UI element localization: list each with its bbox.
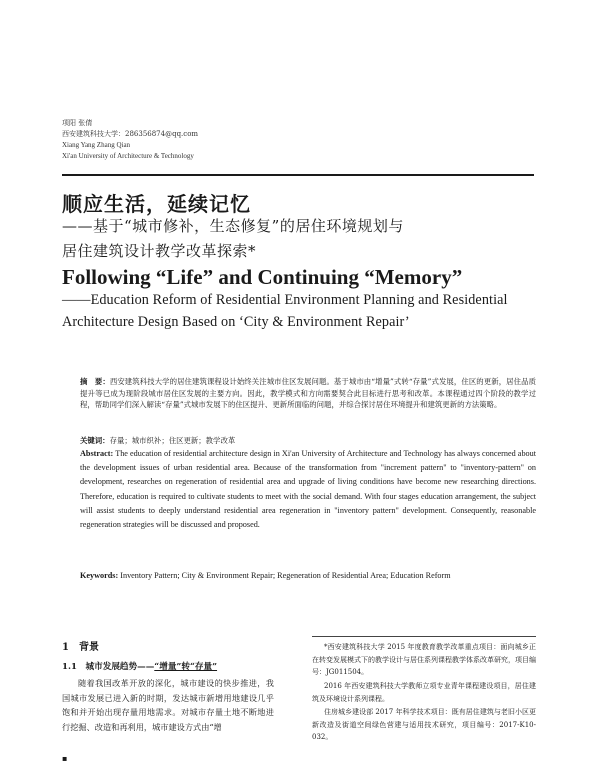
- abstract-cn-label: 摘 要：: [80, 377, 110, 386]
- footnote-1: *西安建筑科技大学 2015 年度教育教学改革重点项目：面向城乡正在转变发展模式下的教学设计与居住系列课程教学体系改革研究，项目编号：JG011504。: [312, 643, 536, 677]
- author-names-cn: 项阳 张倩: [62, 119, 93, 127]
- subsection-heading: [62, 660, 217, 672]
- title-cn-sub-2: 居住建筑设计教学改革探索*: [62, 242, 257, 260]
- footnote-2: 2016 年西安建筑科技大学教师立项专业青年课程建设项目，居住建筑及环境设计系列课程。: [312, 682, 536, 703]
- author-affiliation-en: Xi'an University of Architecture & Technology: [62, 152, 194, 160]
- abstract-en: [80, 447, 536, 532]
- author-names-en: Xiang Yang Zhang Qian: [62, 141, 131, 149]
- keywords-cn-label: 关键词：: [80, 436, 110, 445]
- section-heading: 1 背景: [62, 642, 99, 653]
- subsection-heading-highlight: “增量”转“存量”: [154, 662, 218, 672]
- body-paragraph: 随着我国改革开放的深化，城市建设的快步推进，我国城市发展已进入新的时期，发达城市新增用地建设几乎饱和并开始出现存量用地需求。对城市存量土地不断地进行挖掘、改造和再利用，城市建设方式由“增: [62, 678, 274, 732]
- keywords-en-text: Inventory Pattern; City & Environment Repair; Regeneration of Residential Area; Education Reform: [120, 571, 451, 580]
- title-en-sub-2: Architecture Design Based on ‘City & Environment Repair’: [62, 314, 410, 330]
- footnote-rule: [312, 636, 536, 637]
- title-en-main: Following “Life” and Continuing “Memory”: [62, 265, 463, 289]
- author-affiliation-cn: 西安建筑科技大学：286356874@qq.com: [62, 130, 199, 138]
- footnote-3: 住房城乡建设部 2017 年科学技术项目：既有居住建筑与老旧小区更新改造及街道空间绿色营建与适用技术研究，项目编号：2017-K10-032。: [312, 708, 536, 742]
- page-mark: ▪: [62, 754, 68, 763]
- subsection-heading-prefix: 1.1 城市发展趋势——: [62, 662, 155, 672]
- keywords-cn: [80, 435, 536, 447]
- abstract-en-label: Abstract:: [80, 449, 114, 458]
- abstract-cn: [80, 376, 536, 411]
- title-en-sub-1: ——Education Reform of Residential Environment Planning and Residential: [62, 292, 508, 308]
- keywords-en: [80, 569, 536, 583]
- abstract-en-text: The education of residential architecture design in Xi'an University of Architecture and Technology has always concerned about the development issues of urban residential area. Because of the transformation from "increment pattern" to "inventory-pattern" on development, researches on regeneration of residential area and upgrade of living conditions have become new researching directions. Therefore, education is required to cultivate students to meet with the social demand. With four stages education arrangement, the subject will assist students to deeply understand residential area regeneration in "inventory pattern" development. Consequently, reasonable regeneration strategies will be discussed and proposed.: [80, 449, 536, 530]
- header-rule: [62, 174, 534, 176]
- title-cn-main: 顺应生活，延续记忆: [62, 192, 251, 216]
- keywords-cn-text: 存量；城市织补；住区更新；教学改革: [109, 436, 236, 445]
- keywords-en-label: Keywords:: [80, 571, 119, 580]
- abstract-cn-text: 西安建筑科技大学的居住建筑课程设计始终关注城市住区发展问题。基于城市由“增量”式转“存量”式发展，住区的更新，居住品质提升等已成为现阶段城市居住区发展的主要方向。因此，教学模式和方向需要契合此目标进行思考和改革。本课程通过四个阶段的教学过程，帮助同学们深入解读“存量”式城市发展下的住区提升、更新所面临的问题，并综合探讨居住环境提升和建筑更新的方法策略。: [80, 377, 536, 410]
- title-cn-sub-1: ——基于“城市修补，生态修复”的居住环境规划与: [62, 217, 404, 235]
